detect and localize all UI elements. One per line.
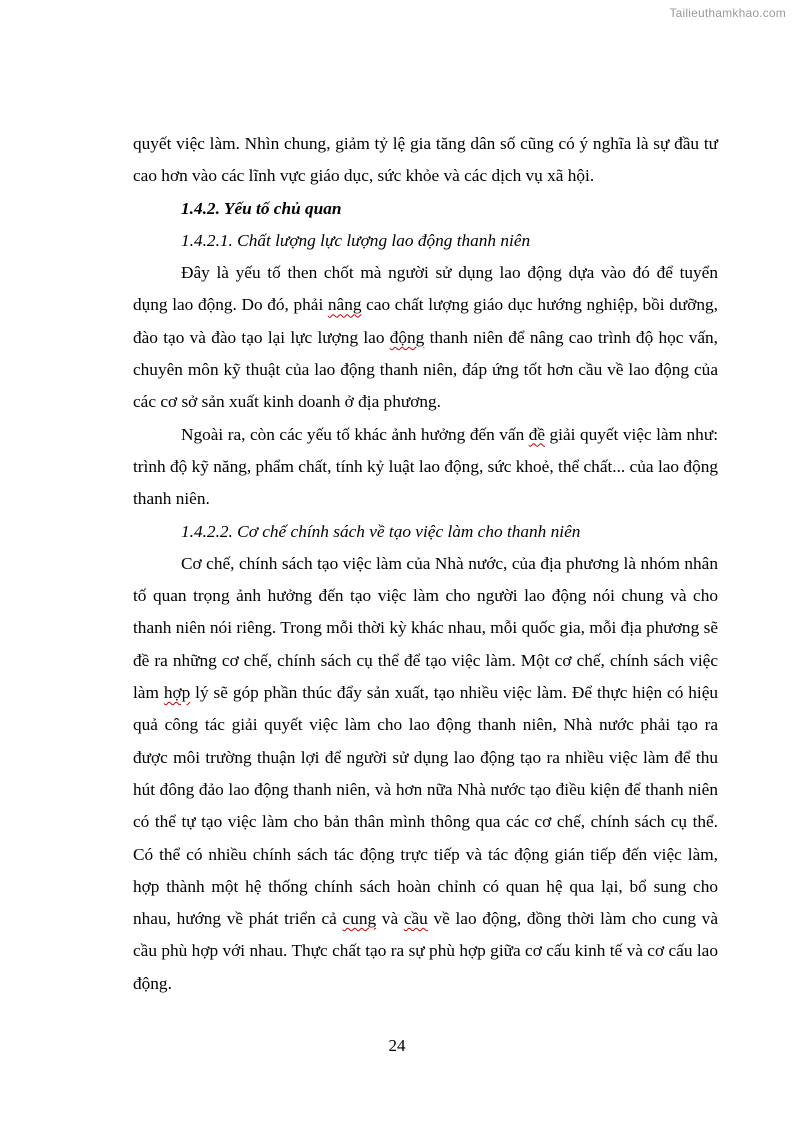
paragraph-labor-quality [133,257,718,418]
spellcheck-word: cung [342,909,377,929]
text-run: giải quyết việc làm như: trình độ kỹ năng, phẩm chất, tính kỷ luật lao động, sức khoẻ, thể chất... của lao động thanh niên. [133,424,718,509]
watermark: Tailieuthamkhao.com [669,6,786,20]
paragraph-policy-mechanism [133,548,718,1000]
text-run: cao chất lượng giáo dục hướng nghiệp, bồi dưỡng, đào tạo và đào tạo lại lực lượng lao [133,295,718,347]
spellcheck-word: hợp [163,683,191,703]
text-run: Ngoài ra, còn các yếu tố khác ảnh hưởng đến vấn [181,424,529,444]
text-run: Đây là yếu tố then chốt mà người sử dụng lao động dựa vào đó để tuyển dụng lao động. Do đó, phải [133,263,718,315]
text-run: và [376,909,404,929]
spellcheck-word: đề [528,424,546,444]
spellcheck-word: động [389,327,425,347]
page-number: 24 [388,1036,406,1055]
section-heading-1-4-2: 1.4.2. Yếu tố chủ quan [181,198,342,218]
document-body [133,128,718,1000]
paragraph-other-factors [133,419,718,516]
text-run: thanh niên để nâng cao trình độ học vấn, chuyên môn kỹ thuật của lao động thanh niên, đáp ứng tốt hơn cầu về lao động của các cơ sở sản xuất kinh doanh ở địa phương. [133,327,718,412]
subsection-heading-1-4-2-2: 1.4.2.2. Cơ chế chính sách về tạo việc làm cho thanh niên [181,521,581,541]
text-run: về lao động, đồng thời làm cho cung và cầu phù hợp với nhau. Thực chất tạo ra sự phù hợp giữa cơ cấu kinh tế và cơ cấu lao động. [133,909,718,993]
spellcheck-word: cầu [403,909,428,929]
text-run: lý sẽ góp phần thúc đẩy sản xuất, tạo nhiều việc làm. Để thực hiện có hiệu quả công tác giải quyết việc làm cho lao động thanh niên, Nhà nước phải tạo ra được môi trường thuận lợi để người sử dụng lao động tạo ra nhiều việc làm để thu hút đông đảo lao động thanh niên, và hơn nữa Nhà nước tạo điều kiện để thanh niên có thể tự tạo việc làm cho bản thân mình thông qua các cơ chế, chính sách cụ thể. Có thể có nhiều chính sách tác động trực tiếp và tác động gián tiếp đến việc làm, hợp thành một hệ thống chính sách hoàn chỉnh có quan hệ qua lại, bổ sung cho nhau, hướng về phát triển cả [133,683,719,929]
spellcheck-word: nâng [327,295,362,315]
paragraph-continuation: quyết việc làm. Nhìn chung, giảm tỷ lệ gia tăng dân số cũng có ý nghĩa là sự đầu tư cao hơn vào các lĩnh vực giáo dục, sức khỏe và các dịch vụ xã hội. [133,134,718,186]
subsection-heading-1-4-2-1: 1.4.2.1. Chất lượng lực lượng lao động thanh niên [181,230,531,250]
text-run: Cơ chế, chính sách tạo việc làm của Nhà nước, của địa phương là nhóm nhân tố quan trọng ảnh hưởng đến tạo việc làm cho người lao động nói chung và cho thanh niên nói riêng. Trong mỗi thời kỳ khác nhau, mỗi quốc gia, mỗi địa phương sẽ đề ra những cơ chế, chính sách cụ thể để tạo việc làm. Một cơ chế, chính sách việc làm [133,553,718,703]
